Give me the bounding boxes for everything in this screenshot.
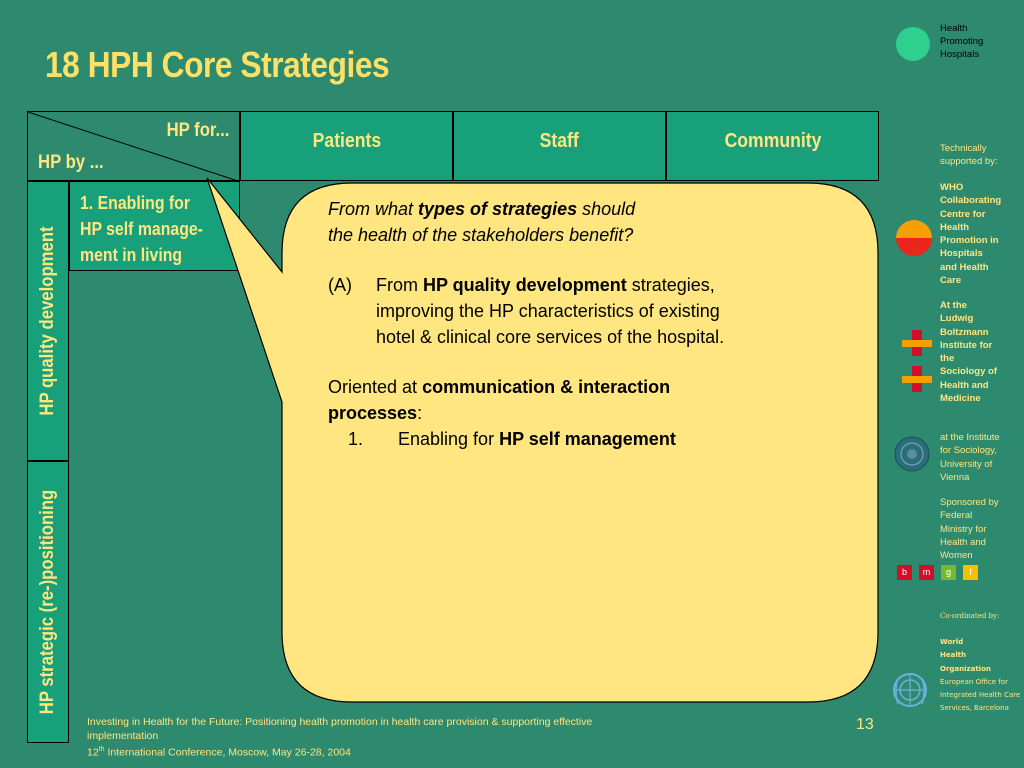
- callout-answer-a: (A) From HP quality development strategies, improving the HP characteristics of existing hotel & clinical core services of the hospital.: [328, 275, 725, 347]
- callout-oriented: Oriented at communication & interaction processes:: [328, 377, 671, 423]
- callout-text: [296, 196, 856, 452]
- callout-numbered-item: 1. Enabling for HP self management: [348, 429, 676, 449]
- corner-label-hp-for: HP for...: [166, 120, 229, 141]
- sidebar-sponsored: Sponsored by Federal Ministry for Health and Women: [940, 497, 999, 562]
- corner-label-hp-by: HP by ...: [38, 152, 104, 173]
- page-number: 13: [856, 716, 874, 733]
- sidebar-lbi: At the Ludwig Boltzmann Institute for the Sociology of Health and Medicine: [940, 300, 997, 405]
- column-header-patients: Patients: [240, 111, 453, 181]
- column-header-community: Community: [666, 111, 879, 181]
- lbi-logo-icon: [900, 330, 934, 392]
- footer-conference-info: Investing in Health for the Future: Positioning health promotion in health care provision & supporting effective implementation 12th International Conference, Moscow, May 26-28, 2004: [87, 716, 593, 759]
- sidebar-coordinated: Co-ordinated by:: [940, 612, 1000, 620]
- sidebar-technically-supported: Technically supported by:: [940, 143, 998, 168]
- row-header-quality-development: HP quality development: [27, 181, 69, 461]
- sidebar-who-cc: WHO Collaborating Centre for Health Promotion in Hospitals and Health Care: [940, 182, 1002, 287]
- sidebar-university: at the Institute for Sociology, University of Vienna: [940, 432, 1000, 483]
- slide-title: 18 HPH Core Strategies: [45, 44, 390, 85]
- bmgf-logo-g: g: [941, 565, 956, 580]
- university-seal-icon: [894, 436, 930, 472]
- enabling-self-management-cell: 1. Enabling for HP self manage- ment in living: [69, 181, 240, 271]
- column-header-staff: Staff: [453, 111, 666, 181]
- hph-logo-text: Health Promoting Hospitals: [940, 23, 984, 60]
- hph-logo-icon: [896, 27, 930, 61]
- who-cc-logo-icon: [896, 220, 932, 256]
- sidebar-who-office: World Health Organization European Office for Integrated Health Care Services, Barcelona: [940, 638, 1021, 713]
- who-emblem-icon: [890, 670, 930, 710]
- bmgf-logo-m: m: [919, 565, 934, 580]
- callout-question: From what types of strategies should the health of the stakeholders benefit?: [328, 199, 636, 245]
- bmgf-logo-b: b: [897, 565, 912, 580]
- bmgf-logo-f: f: [963, 565, 978, 580]
- row-header-strategic-positioning: HP strategic (re-)positioning: [27, 461, 69, 743]
